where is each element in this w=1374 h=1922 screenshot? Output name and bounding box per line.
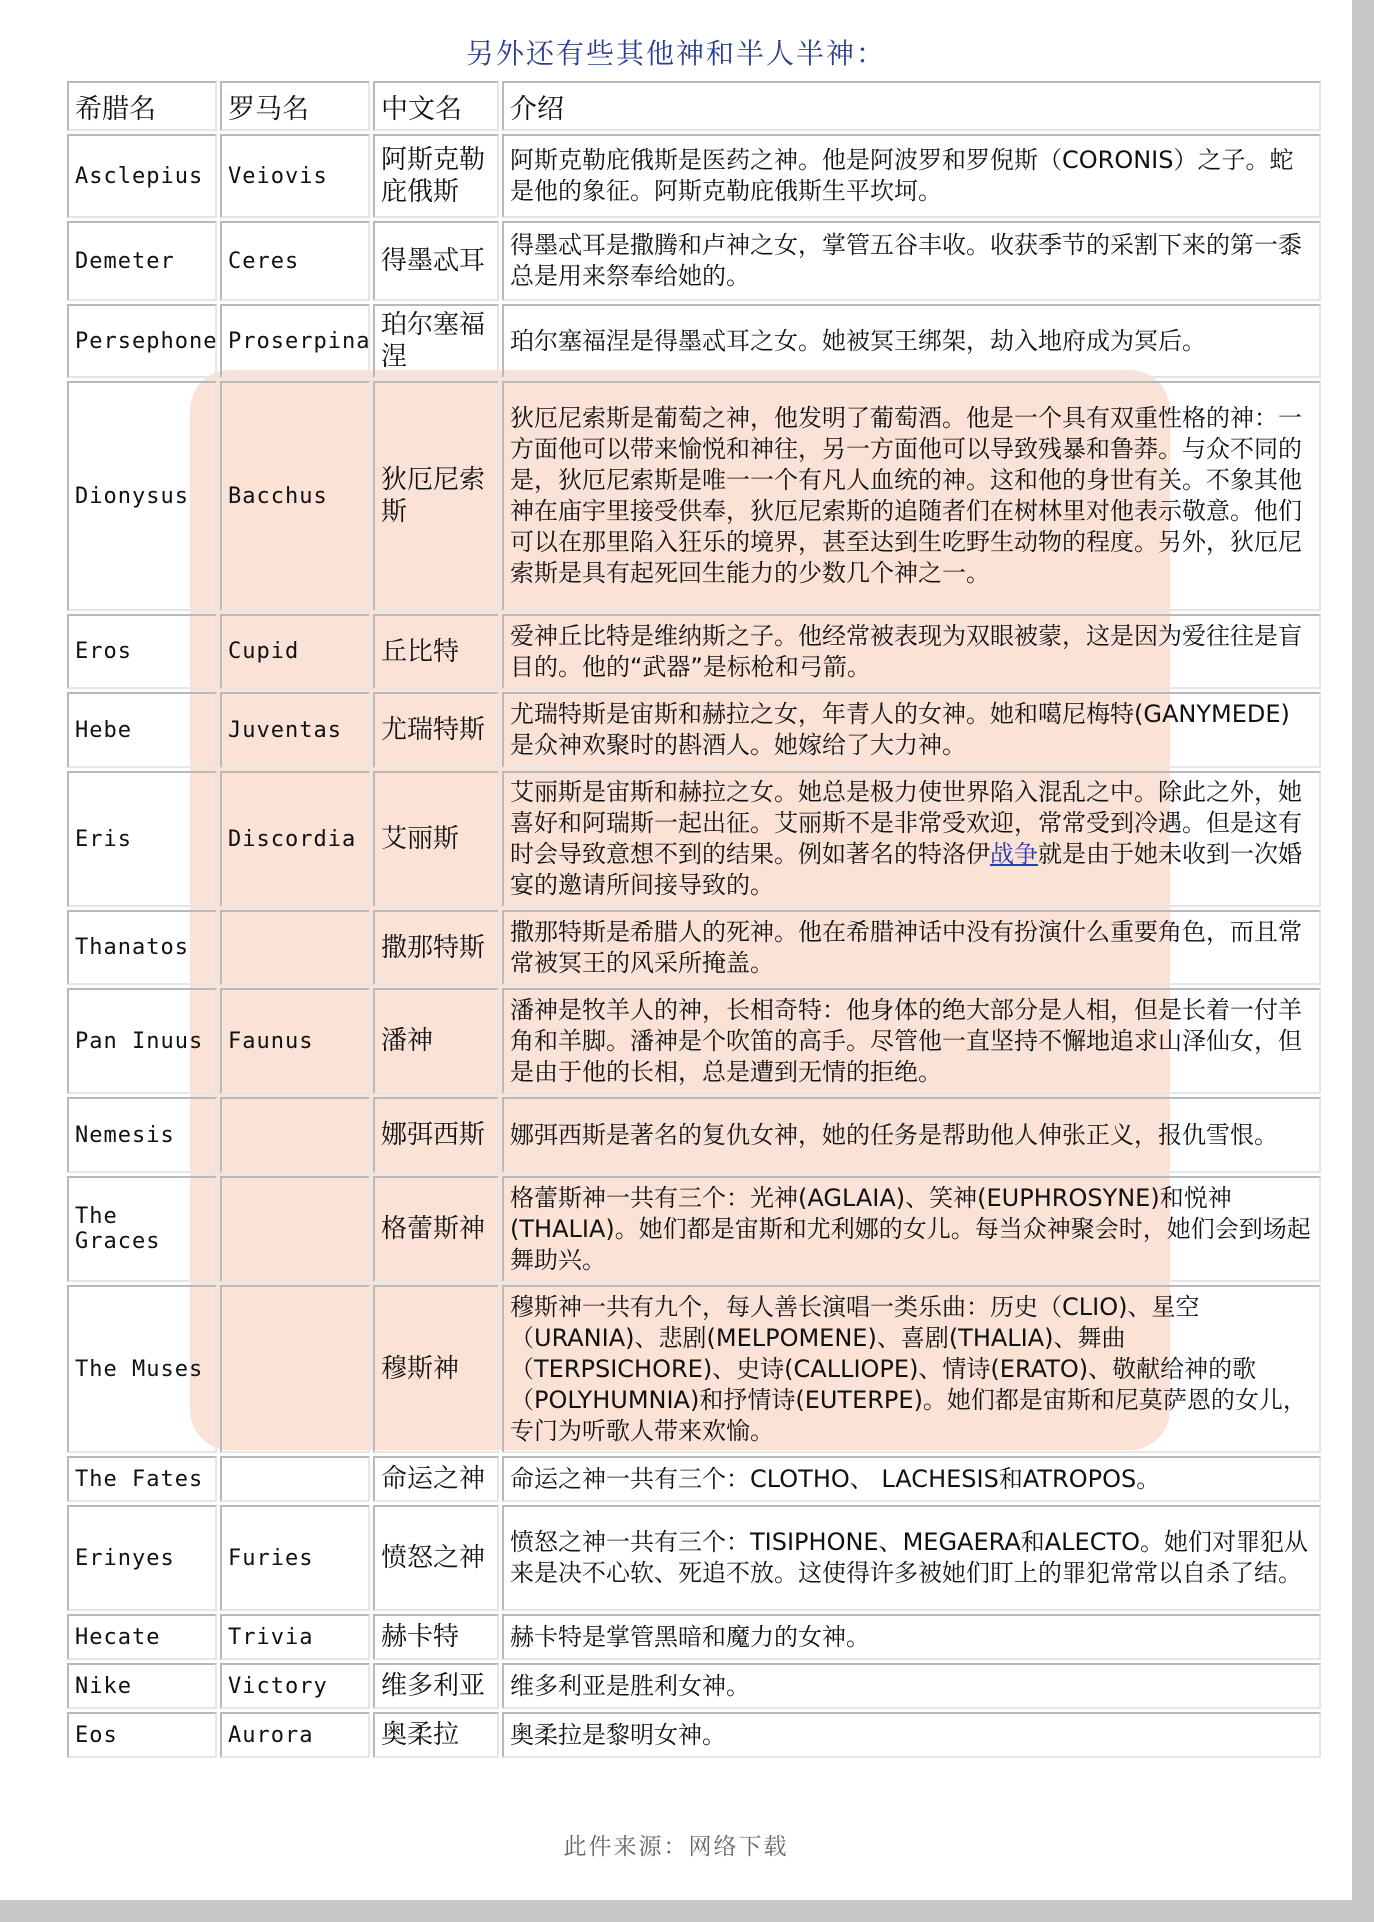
roman-name: Cupid	[220, 614, 370, 689]
intro-text: 阿斯克勒庇俄斯是医药之神。他是阿波罗和罗倪斯（CORONIS）之子。蛇是他的象征。阿斯克勒庇俄斯生平坎坷。	[502, 134, 1321, 218]
roman-name: Proserpina	[220, 304, 370, 378]
header-chinese: 中文名	[373, 81, 499, 131]
source-note: 此件来源：网络下载	[563, 1834, 789, 1860]
roman-name: Veiovis	[220, 134, 370, 218]
table-row	[67, 614, 1321, 689]
chinese-name: 维多利亚	[373, 1663, 499, 1709]
table-row	[67, 1097, 1321, 1173]
greek-name: The Graces	[67, 1176, 217, 1282]
roman-name	[220, 1176, 370, 1282]
roman-name: Faunus	[220, 988, 370, 1094]
table-row	[67, 221, 1321, 301]
intro-text: 爱神丘比特是维纳斯之子。他经常被表现为双眼被蒙，这是因为爱往往是盲目的。他的“武器”是标枪和弓箭。	[502, 614, 1321, 689]
table-row	[67, 692, 1321, 768]
table-row	[67, 771, 1321, 907]
intro-text: 穆斯神一共有九个，每人善长演唱一类乐曲：历史（CLIO)、星空（URANIA)、悲剧(MELPOMENE)、喜剧(THALIA)、舞曲（TERPSICHORE)、史诗(CALLIOPE)、情诗(ERATO)、敬献给神的歌（POLYHUMNIA)和抒情诗(EUTERPE)。她们都是宙斯和尼莫萨恩的女儿，专门为听歌人带来欢愉。	[502, 1285, 1321, 1453]
header-greek: 希腊名	[67, 81, 217, 131]
intro-text: 奥柔拉是黎明女神。	[502, 1712, 1321, 1758]
chinese-name: 潘神	[373, 988, 499, 1094]
roman-name	[220, 1097, 370, 1173]
chinese-name: 命运之神	[373, 1456, 499, 1502]
greek-name: Pan Inuus	[67, 988, 217, 1094]
greek-name: Nemesis	[67, 1097, 217, 1173]
chinese-name: 奥柔拉	[373, 1712, 499, 1758]
table-row	[67, 1285, 1321, 1453]
intro-text: 愤怒之神一共有三个：TISIPHONE、MEGAERA和ALECTO。她们对罪犯从来是决不心软、死追不放。这使得许多被她们盯上的罪犯常常以自杀了结。	[502, 1505, 1321, 1611]
roman-name	[220, 1456, 370, 1502]
chinese-name: 撒那特斯	[373, 910, 499, 985]
greek-name: Hecate	[67, 1614, 217, 1660]
roman-name	[220, 910, 370, 985]
roman-name: Trivia	[220, 1614, 370, 1660]
roman-name: Discordia	[220, 771, 370, 907]
chinese-name: 狄厄尼索斯	[373, 381, 499, 611]
chinese-name: 赫卡特	[373, 1614, 499, 1660]
intro-text: 珀尔塞福涅是得墨忒耳之女。她被冥王绑架，劫入地府成为冥后。	[502, 304, 1321, 378]
intro-text: 维多利亚是胜利女神。	[502, 1663, 1321, 1709]
chinese-name: 珀尔塞福涅	[373, 304, 499, 378]
greek-name: Eris	[67, 771, 217, 907]
intro-text	[502, 771, 1321, 907]
table-row	[67, 1614, 1321, 1660]
page-title: 另外还有些其他神和半人半神：	[465, 37, 886, 70]
chinese-name: 穆斯神	[373, 1285, 499, 1453]
greek-name: Erinyes	[67, 1505, 217, 1611]
greek-name: The Muses	[67, 1285, 217, 1453]
intro-text: 尤瑞特斯是宙斯和赫拉之女，年青人的女神。她和噶尼梅特(GANYMEDE)是众神欢聚时的斟酒人。她嫁给了大力神。	[502, 692, 1321, 768]
chinese-name: 娜弭西斯	[373, 1097, 499, 1173]
chinese-name: 格蕾斯神	[373, 1176, 499, 1282]
table-header-row	[67, 81, 1321, 131]
roman-name: Victory	[220, 1663, 370, 1709]
greek-name: Dionysus	[67, 381, 217, 611]
table-row	[67, 381, 1321, 611]
chinese-name: 得墨忒耳	[373, 221, 499, 301]
greek-name: Eos	[67, 1712, 217, 1758]
intro-text: 狄厄尼索斯是葡萄之神，他发明了葡萄酒。他是一个具有双重性格的神：一方面他可以带来愉悦和神往，另一方面他可以导致残暴和鲁莽。与众不同的是，狄厄尼索斯是唯一一个有凡人血统的神。这和他的身世有关。不象其他神在庙宇里接受供奉，狄厄尼索斯的追随者们在树林里对他表示敬意。他们可以在那里陷入狂乐的境界，甚至达到生吃野生动物的程度。另外，狄厄尼索斯是具有起死回生能力的少数几个神之一。	[502, 381, 1321, 611]
table-row	[67, 1505, 1321, 1611]
roman-name: Aurora	[220, 1712, 370, 1758]
war-link[interactable]: 战争	[990, 840, 1038, 868]
intro-text: 赫卡特是掌管黑暗和魔力的女神。	[502, 1614, 1321, 1660]
roman-name	[220, 1285, 370, 1453]
roman-name: Juventas	[220, 692, 370, 768]
table-row	[67, 1663, 1321, 1709]
greek-name: Eros	[67, 614, 217, 689]
intro-text: 撒那特斯是希腊人的死神。他在希腊神话中没有扮演什么重要角色，而且常常被冥王的风采所掩盖。	[502, 910, 1321, 985]
table-row	[67, 134, 1321, 218]
intro-text: 格蕾斯神一共有三个：光神(AGLAIA)、笑神(EUPHROSYNE)和悦神(THALIA)。她们都是宙斯和尤利娜的女儿。每当众神聚会时，她们会到场起舞助兴。	[502, 1176, 1321, 1282]
intro-text: 命运之神一共有三个：CLOTHO、 LACHESIS和ATROPOS。	[502, 1456, 1321, 1502]
table-row	[67, 1712, 1321, 1758]
table-row	[67, 1456, 1321, 1502]
chinese-name: 尤瑞特斯	[373, 692, 499, 768]
table-row	[67, 910, 1321, 985]
greek-name: Persephone	[67, 304, 217, 378]
intro-text: 潘神是牧羊人的神，长相奇特：他身体的绝大部分是人相，但是长着一付羊角和羊脚。潘神是个吹笛的高手。尽管他一直坚持不懈地追求山泽仙女，但是由于他的长相，总是遭到无情的拒绝。	[502, 988, 1321, 1094]
greek-name: Thanatos	[67, 910, 217, 985]
intro-text-part: 就是由于她未收到一次婚宴的邀请所间接导致的。	[510, 840, 1302, 899]
chinese-name: 愤怒之神	[373, 1505, 499, 1611]
chinese-name: 阿斯克勒庇俄斯	[373, 134, 499, 218]
roman-name: Ceres	[220, 221, 370, 301]
greek-name: Demeter	[67, 221, 217, 301]
intro-text: 得墨忒耳是撒腾和卢神之女，掌管五谷丰收。收获季节的采割下来的第一黍总是用来祭奉给她的。	[502, 221, 1321, 301]
intro-text-part: 艾丽斯是宙斯和赫拉之女。她总是极力使世界陷入混乱之中。除此之外，她喜好和阿瑞斯一起出征。艾丽斯不是非常受欢迎，常常受到冷遇。但是这有时会导致意想不到的结果。例如著名的特洛伊	[510, 778, 1302, 868]
greek-name: Nike	[67, 1663, 217, 1709]
chinese-name: 丘比特	[373, 614, 499, 689]
roman-name: Bacchus	[220, 381, 370, 611]
gods-table	[64, 78, 1324, 1761]
roman-name: Furies	[220, 1505, 370, 1611]
chinese-name: 艾丽斯	[373, 771, 499, 907]
table-row	[67, 988, 1321, 1094]
header-intro: 介绍	[502, 81, 1321, 131]
greek-name: Hebe	[67, 692, 217, 768]
greek-name: The Fates	[67, 1456, 217, 1502]
table-row	[67, 304, 1321, 378]
intro-text: 娜弭西斯是著名的复仇女神，她的任务是帮助他人伸张正义，报仇雪恨。	[502, 1097, 1321, 1173]
header-roman: 罗马名	[220, 81, 370, 131]
table-row	[67, 1176, 1321, 1282]
greek-name: Asclepius	[67, 134, 217, 218]
